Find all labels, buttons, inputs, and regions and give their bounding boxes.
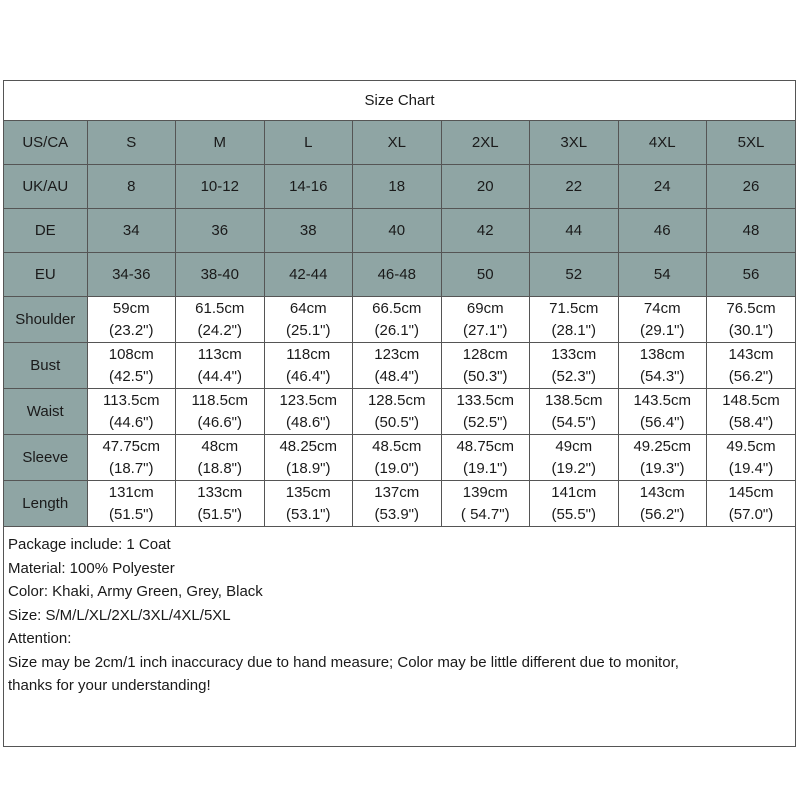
cm-value: 76.5cm: [726, 299, 776, 317]
cm-value: 131cm: [108, 483, 154, 501]
size-cell: 4XL: [618, 121, 707, 165]
row-label: Waist: [4, 389, 87, 435]
cm-value: 48cm: [201, 437, 239, 455]
inch-value: (53.1"): [285, 505, 331, 523]
size-cell: 24: [618, 165, 707, 209]
cm-value: 128cm: [462, 345, 508, 363]
cm-value: 123cm: [374, 345, 420, 363]
measure-cell: [707, 481, 796, 527]
cm-value: 135cm: [285, 483, 331, 501]
inch-value: (50.3"): [462, 367, 508, 385]
thanks-note: thanks for your understanding!: [8, 677, 211, 694]
size-cell: 56: [707, 253, 796, 297]
inch-value: (19.2"): [551, 459, 596, 477]
inch-value: (18.7"): [108, 459, 154, 477]
size-cell: 3XL: [530, 121, 619, 165]
measure-cell: [353, 343, 442, 389]
inch-value: (28.1"): [551, 321, 596, 339]
measure-cell: [264, 297, 353, 343]
size-cell: 44: [530, 209, 619, 253]
size-cell: 46: [618, 209, 707, 253]
size-cell: 20: [441, 165, 530, 209]
size-cell: 42: [441, 209, 530, 253]
measure-cell: [707, 435, 796, 481]
measure-cell: [264, 481, 353, 527]
size-cell: 8: [87, 165, 176, 209]
measure-cell: [618, 297, 707, 343]
row-label: EU: [4, 253, 87, 297]
measure-cell: [618, 435, 707, 481]
size-cell: 36: [176, 209, 265, 253]
cm-value: 47.75cm: [102, 437, 161, 455]
size-cell: 48: [707, 209, 796, 253]
row-label: Bust: [4, 343, 87, 389]
size-row: [4, 121, 795, 165]
row-label: DE: [4, 209, 87, 253]
cm-value: 139cm: [462, 483, 508, 501]
inch-value: (50.5"): [374, 413, 419, 431]
cm-value: 123.5cm: [279, 391, 338, 409]
measure-cell: [441, 389, 530, 435]
measure-row: [4, 389, 795, 435]
measure-cell: [707, 297, 796, 343]
cm-value: 59cm: [112, 299, 150, 317]
cm-value: 113cm: [197, 345, 242, 363]
cm-value: 48.75cm: [456, 437, 515, 455]
measure-cell: [264, 343, 353, 389]
size-cell: 34: [87, 209, 176, 253]
size-note: Size: S/M/L/XL/2XL/3XL/4XL/5XL: [8, 606, 231, 624]
measure-cell: [176, 435, 265, 481]
measure-cell: [264, 389, 353, 435]
measure-cell: [353, 297, 442, 343]
measure-row: [4, 343, 795, 389]
inch-value: (46.4"): [285, 367, 331, 385]
row-label: US/CA: [4, 121, 87, 165]
inch-value: (19.4"): [728, 459, 774, 477]
measure-cell: [618, 389, 707, 435]
size-table: [4, 121, 795, 527]
inch-value: (19.0"): [374, 459, 419, 477]
measure-cell: [530, 481, 619, 527]
measure-cell: [530, 297, 619, 343]
measure-row: [4, 435, 795, 481]
cm-value: 49.25cm: [633, 437, 692, 455]
measure-cell: [353, 389, 442, 435]
size-row: [4, 253, 795, 297]
measure-cell: [618, 343, 707, 389]
inch-value: (51.5"): [108, 505, 154, 523]
inch-value: (27.1"): [462, 321, 508, 339]
cm-value: 133cm: [197, 483, 243, 501]
cm-value: 133cm: [551, 345, 597, 363]
inch-value: (48.4"): [374, 367, 419, 385]
size-cell: 22: [530, 165, 619, 209]
cm-value: 133.5cm: [456, 391, 515, 409]
size-cell: 50: [441, 253, 530, 297]
measure-cell: [87, 481, 176, 527]
inch-value: (42.5"): [108, 367, 154, 385]
size-cell: 26: [707, 165, 796, 209]
cm-value: 137cm: [374, 483, 420, 501]
inch-value: ( 54.7"): [460, 505, 510, 523]
measure-row: [4, 297, 795, 343]
row-label: UK/AU: [4, 165, 87, 209]
product-notes: [4, 527, 795, 698]
size-cell: 5XL: [707, 121, 796, 165]
row-label: Shoulder: [4, 297, 87, 343]
size-cell: 2XL: [441, 121, 530, 165]
cm-value: 128.5cm: [367, 391, 426, 409]
size-cell: L: [264, 121, 353, 165]
size-row: [4, 165, 795, 209]
size-cell: 42-44: [264, 253, 353, 297]
cm-value: 48.5cm: [372, 437, 422, 455]
measure-cell: [707, 343, 796, 389]
inch-value: (24.2"): [197, 321, 242, 339]
measure-cell: [441, 343, 530, 389]
size-cell: 34-36: [87, 253, 176, 297]
inch-value: (57.0"): [728, 505, 774, 523]
cm-value: 113.5cm: [103, 391, 160, 409]
size-cell: 54: [618, 253, 707, 297]
measure-cell: [87, 297, 176, 343]
size-cell: XL: [353, 121, 442, 165]
inch-value: (58.4"): [728, 413, 774, 431]
inch-value: (25.1"): [285, 321, 331, 339]
measure-cell: [87, 343, 176, 389]
cm-value: 64cm: [289, 299, 327, 317]
inch-value: (19.3"): [639, 459, 685, 477]
measure-cell: [441, 297, 530, 343]
inch-value: (29.1"): [639, 321, 685, 339]
cm-value: 138cm: [639, 345, 685, 363]
cm-value: 143cm: [728, 345, 774, 363]
cm-value: 61.5cm: [195, 299, 245, 317]
measure-cell: [530, 343, 619, 389]
inch-value: (44.4"): [197, 367, 242, 385]
row-label: Length: [4, 481, 87, 527]
measure-cell: [176, 343, 265, 389]
size-cell: 40: [353, 209, 442, 253]
size-cell: 18: [353, 165, 442, 209]
size-cell: 38-40: [176, 253, 265, 297]
cm-value: 118.5cm: [191, 391, 248, 409]
measure-cell: [441, 481, 530, 527]
cm-value: 66.5cm: [372, 299, 422, 317]
measure-cell: [176, 389, 265, 435]
size-cell: 52: [530, 253, 619, 297]
inch-value: (48.6"): [285, 413, 331, 431]
cm-value: 48.25cm: [279, 437, 338, 455]
measure-cell: [176, 297, 265, 343]
inch-value: (56.2"): [728, 367, 774, 385]
size-cell: 14-16: [264, 165, 353, 209]
cm-value: 143.5cm: [633, 391, 692, 409]
measure-cell: [530, 389, 619, 435]
measure-cell: [87, 389, 176, 435]
material-note: Material: 100% Polyester: [8, 559, 175, 577]
inch-value: (55.5"): [551, 505, 596, 523]
size-cell: 46-48: [353, 253, 442, 297]
size-chart-title: Size Chart: [4, 81, 795, 121]
inch-value: (18.8"): [197, 459, 242, 477]
cm-value: 74cm: [643, 299, 681, 317]
cm-value: 49cm: [555, 437, 593, 455]
measure-cell: [87, 435, 176, 481]
inch-value: (52.3"): [551, 367, 596, 385]
inch-value: (19.1"): [462, 459, 508, 477]
inch-value: (52.5"): [462, 413, 508, 431]
measure-cell: [353, 481, 442, 527]
size-cell: S: [87, 121, 176, 165]
measure-cell: [264, 435, 353, 481]
cm-value: 138.5cm: [544, 391, 603, 409]
attention-note: Attention:: [8, 630, 72, 647]
measure-cell: [441, 435, 530, 481]
size-chart-frame: [3, 80, 796, 747]
size-cell: M: [176, 121, 265, 165]
cm-value: 118cm: [286, 345, 331, 363]
inch-value: (56.4"): [639, 413, 685, 431]
inch-value: (44.6"): [108, 413, 154, 431]
inch-value: (23.2"): [108, 321, 154, 339]
cm-value: 108cm: [108, 345, 154, 363]
cm-value: 71.5cm: [549, 299, 599, 317]
row-label: Sleeve: [4, 435, 87, 481]
disclaimer-note: Size may be 2cm/1 inch inaccuracy due to hand measure; Color may be little different due to monitor,: [8, 653, 679, 671]
color-note: Color: Khaki, Army Green, Grey, Black: [8, 583, 263, 600]
cm-value: 49.5cm: [726, 437, 776, 455]
measure-cell: [707, 389, 796, 435]
cm-value: 69cm: [466, 299, 504, 317]
inch-value: (53.9"): [374, 505, 419, 523]
measure-cell: [530, 435, 619, 481]
cm-value: 145cm: [728, 483, 774, 501]
size-cell: 38: [264, 209, 353, 253]
inch-value: (18.9"): [285, 459, 331, 477]
inch-value: (54.5"): [551, 413, 596, 431]
cm-value: 148.5cm: [722, 391, 780, 409]
measure-cell: [618, 481, 707, 527]
inch-value: (30.1"): [728, 321, 774, 339]
inch-value: (26.1"): [374, 321, 419, 339]
measure-cell: [176, 481, 265, 527]
measure-row: [4, 481, 795, 527]
measure-cell: [353, 435, 442, 481]
size-cell: 10-12: [176, 165, 265, 209]
inch-value: (46.6"): [197, 413, 242, 431]
inch-value: (54.3"): [639, 367, 685, 385]
cm-value: 141cm: [551, 483, 597, 501]
inch-value: (51.5"): [197, 505, 242, 523]
inch-value: (56.2"): [639, 505, 685, 523]
size-row: [4, 209, 795, 253]
cm-value: 143cm: [639, 483, 685, 501]
package-note: Package include: 1 Coat: [8, 536, 171, 553]
